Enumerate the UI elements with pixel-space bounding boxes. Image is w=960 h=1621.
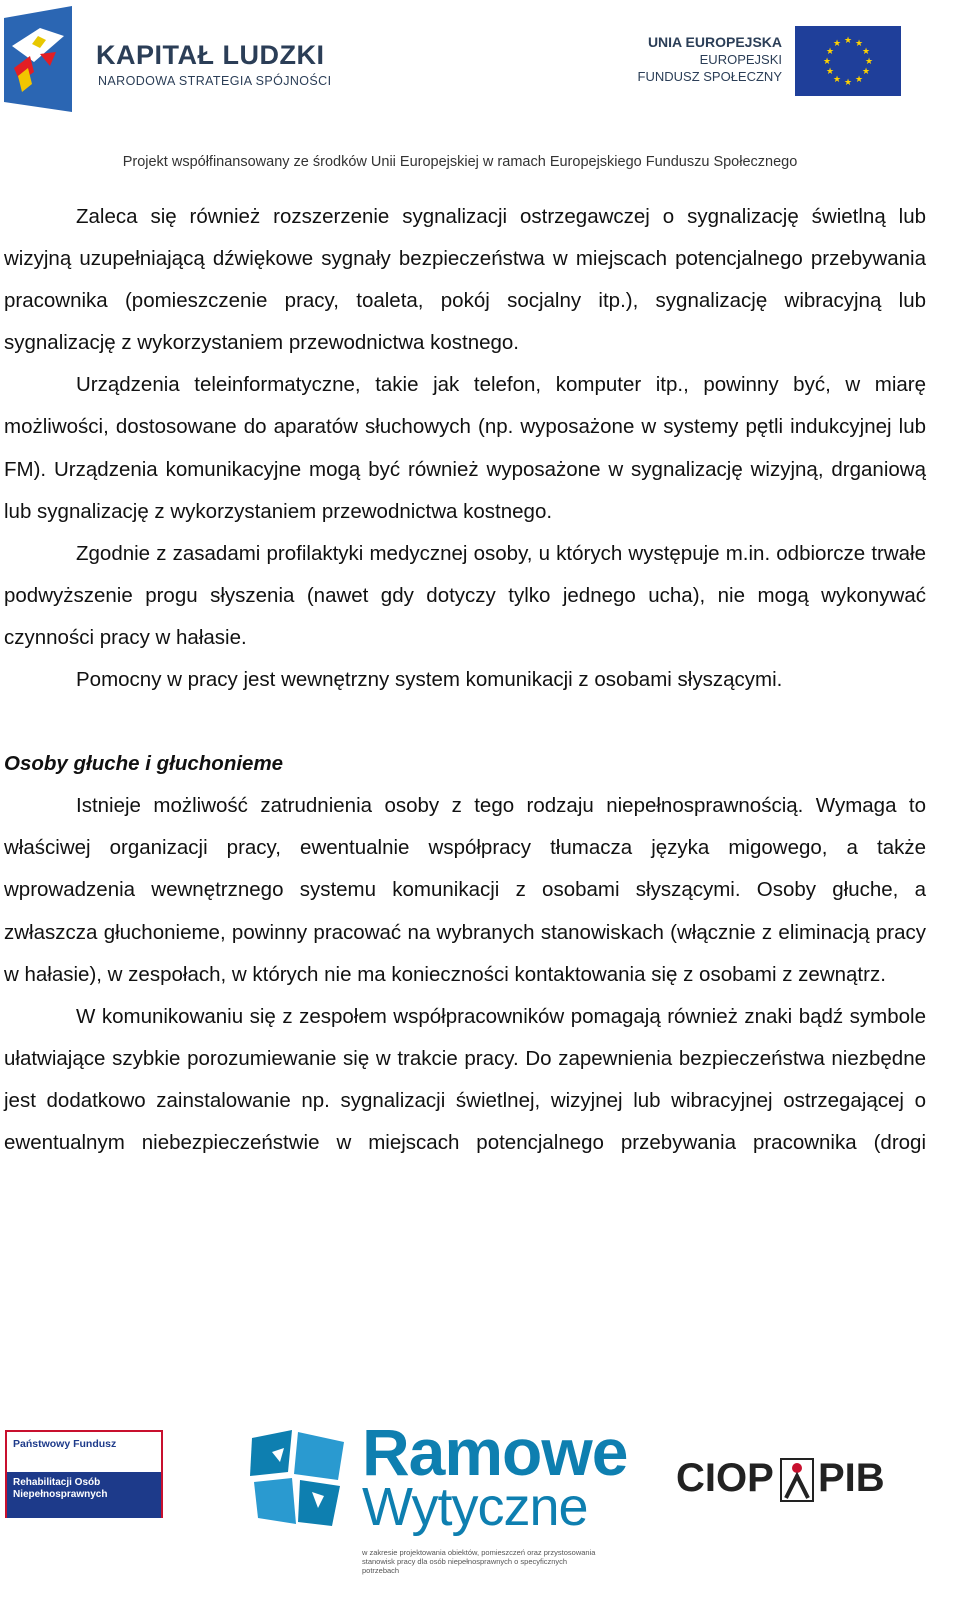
ramowe-wytyczne-mark-icon (248, 1428, 348, 1528)
svg-text:★: ★ (832, 39, 842, 49)
pfron-subtitle-line-1: Rehabilitacji Osób (13, 1477, 101, 1488)
svg-text:★: ★ (832, 75, 842, 85)
paragraph-medical-prevention: Zgodnie z zasadami profilaktyki medycznej osoby, u których występuje m.in. odbiorcze trwałe podwyższenie progu słyszenia (nawet gdy dotyczy tylko jednego ucha), nie mogą wykonywać czynności pracy w hałasie. (4, 541, 926, 649)
kapital-ludzki-title: KAPITAŁ LUDZKI (96, 40, 325, 70)
eu-line-2: EUROPEJSKI (699, 52, 782, 67)
eu-text-block (600, 34, 782, 85)
paragraph-deaf-employment: Istnieje możliwość zatrudnienia osoby z tego rodzaju niepełnosprawnością. Wymaga to właściwej organizacji pracy, ewentualnie współpracy tłumacza języka migowego, a także wprowadzenia wewnętrznego systemu komunikacji z osobami słyszącymi. Osoby głuche, a zwłaszcza głuchonieme, powinny pracować na wybranych stanowiskach (włącznie z eliminacją pracy w hałasie), w zespołach, w których nie ma konieczności kontaktowania się z osobami z zewnątrz. (4, 794, 926, 986)
svg-text:★: ★ (825, 67, 835, 77)
document-body (4, 196, 926, 1164)
paragraph-ict-devices: Urządzenia teleinformatyczne, takie jak telefon, komputer itp., powinny być, w miarę możliwości, dostosowane do aparatów słuchowych (np. wyposażone w systemy pętli indukcyjnej lub FM). Urządzenia komunikacyjne mogą być również wyposażone w sygnalizację wizyjną, drganiową lub sygnalizację z wykorzystaniem przewodnictwa kostnego. (4, 373, 926, 523)
svg-text:★: ★ (864, 57, 874, 67)
svg-text:★: ★ (825, 47, 835, 57)
eu-line-3: FUNDUSZ SPOŁECZNY (637, 69, 782, 84)
paragraph-gap (4, 701, 926, 743)
paragraph-warning-signals: Zaleca się również rozszerzenie sygnalizacji ostrzegawczej o sygnalizację świetlną lub wizyjną uzupełniającą dźwiękowe sygnały bezpieczeństwa w miejscach potencjalnego przebywania pracownika (pomieszczenie pracy, toaleta, pokój socjalny itp.), sygnalizację wibracyjną lub sygnalizację z wykorzystaniem przewodnictwa kostnego. (4, 205, 926, 355)
kapital-ludzki-logo-icon (4, 6, 72, 112)
pfron-subtitle (13, 1477, 107, 1501)
paragraph-signs-symbols: W komunikowaniu się z zespołem współpracowników pomagają również znaki bądź symbole ułatwiające szybkie porozumiewanie się w trakcie pracy. Do zapewnienia bezpieczeństwa niezbędne jest dodatkowo zainstalowanie np. sygnalizacji świetlnej, wizyjnej lub wibracyjnej ostrzegającej o ewentualnym niebezpieczeństwie w miejscach potencjalnego przebywania pracownika (drogi (4, 1004, 926, 1154)
eu-flag-icon (795, 26, 901, 96)
pfron-logo-bottom (7, 1472, 161, 1518)
pib-text: PIB (818, 1456, 885, 1500)
eu-line-1: UNIA EUROPEJSKA (647, 34, 782, 50)
kapital-ludzki-subtitle: NARODOWA STRATEGIA SPÓJNOŚCI (98, 74, 332, 88)
pfron-title: Państwowy Fundusz (13, 1438, 117, 1450)
cofinancing-note: Projekt współfinansowany ze środków Unii Europejskiej w ramach Europejskiego Funduszu Społecznego (122, 154, 798, 170)
pfron-subtitle-line-2: Niepełnosprawnych (13, 1489, 108, 1500)
svg-text:★: ★ (861, 47, 871, 57)
page-header (0, 0, 960, 190)
pfron-logo-top (7, 1432, 161, 1470)
svg-text:★: ★ (861, 67, 871, 77)
paragraph-internal-communication: Pomocny w pracy jest wewnętrzny system komunikacji z osobami słyszącymi. (76, 668, 783, 692)
svg-text:★: ★ (854, 75, 864, 85)
ramowe-wytyczne-caption: w zakresie projektowania obiektów, pomieszczeń oraz przystosowania stanowisk pracy dla osób niepełnosprawnych o specyficznych potrzebach (362, 1548, 596, 1575)
svg-text:★: ★ (822, 57, 832, 67)
wytyczne-title: Wytyczne (362, 1477, 588, 1537)
svg-text:★: ★ (843, 78, 853, 88)
svg-text:★: ★ (854, 39, 864, 49)
ciop-person-icon (780, 1458, 814, 1502)
ciop-text: CIOP (676, 1456, 774, 1500)
svg-text:★: ★ (843, 36, 853, 46)
page-footer (0, 1415, 960, 1621)
pfron-logo (5, 1430, 163, 1518)
section-heading: Osoby głuche i głuchonieme (4, 752, 284, 776)
ramowe-title: Ramowe (362, 1415, 628, 1489)
